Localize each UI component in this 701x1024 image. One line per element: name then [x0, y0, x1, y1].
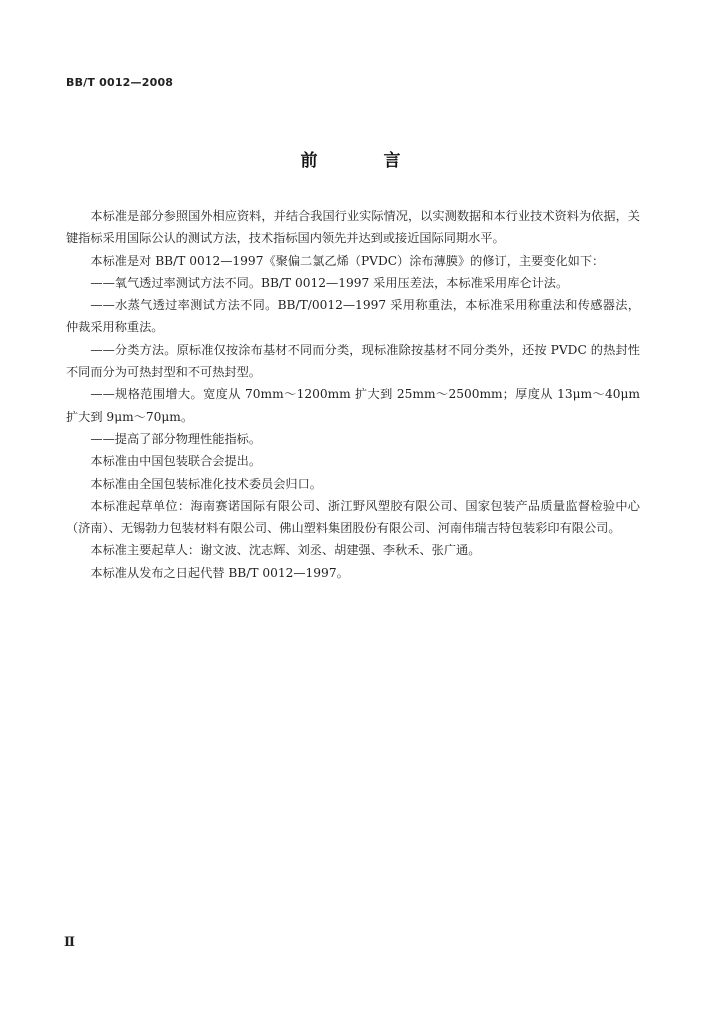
- paragraph-change-oxygen: ——氧气透过率测试方法不同。BB/T 0012—1997 采用压差法，本标准采用库仑计法。: [90, 275, 569, 290]
- paragraph-drafting-units: 本标准起草单位：海南赛诺国际有限公司、浙江野风塑胶有限公司、国家包装产品质量监督检验中心（济南）、无锡勃力包装材料有限公司、佛山塑料集团股份有限公司、河南伟瑞吉特包装彩印有限公司。: [66, 498, 640, 536]
- paragraph-intro: 本标准是部分参照国外相应资料，并结合我国行业实际情况，以实测数据和本行业技术资料为依据，关键指标采用国际公认的测试方法，技术指标国内领先并达到或接近国际同期水平。: [66, 209, 640, 246]
- page-title: 前 言: [300, 151, 431, 171]
- paragraph-drafters: 本标准主要起草人：谢文波、沈志辉、刘丞、胡建强、李秋禾、张广通。: [90, 543, 481, 558]
- paragraph-proposed-by: 本标准由中国包装联合会提出。: [90, 454, 262, 469]
- paragraph-replacement: 本标准从发布之日起代替 BB/T 0012—1997。: [90, 565, 349, 580]
- page-number: Ⅱ: [64, 935, 75, 950]
- foreword-body: [66, 205, 640, 584]
- paragraph-change-performance: ——提高了部分物理性能指标。: [90, 431, 262, 446]
- paragraph-centralized-by: 本标准由全国包装标准化技术委员会归口。: [90, 476, 322, 491]
- paragraph-change-classification: ——分类方法。原标准仅按涂布基材不同而分类，现标准除按基材不同分类外，还按 PVDC 的热封性不同而分为可热封型和不可热封型。: [66, 342, 640, 380]
- paragraph-revision: 本标准是对 BB/T 0012—1997《聚偏二氯乙烯（PVDC）涂布薄膜》的修订，主要变化如下：: [90, 253, 605, 268]
- paragraph-change-specification: ——规格范围增大。宽度从 70mm～1200mm 扩大到 25mm～2500mm；厚度从 13μm～40μm 扩大到 9μm～70μm。: [66, 387, 640, 424]
- paragraph-change-water-vapor: ——水蒸气透过率测试方法不同。BB/T/0012—1997 采用称重法，本标准采用称重法和传感器法，仲裁采用称重法。: [66, 298, 640, 335]
- standard-code-header: BB/T 0012—2008: [66, 76, 174, 89]
